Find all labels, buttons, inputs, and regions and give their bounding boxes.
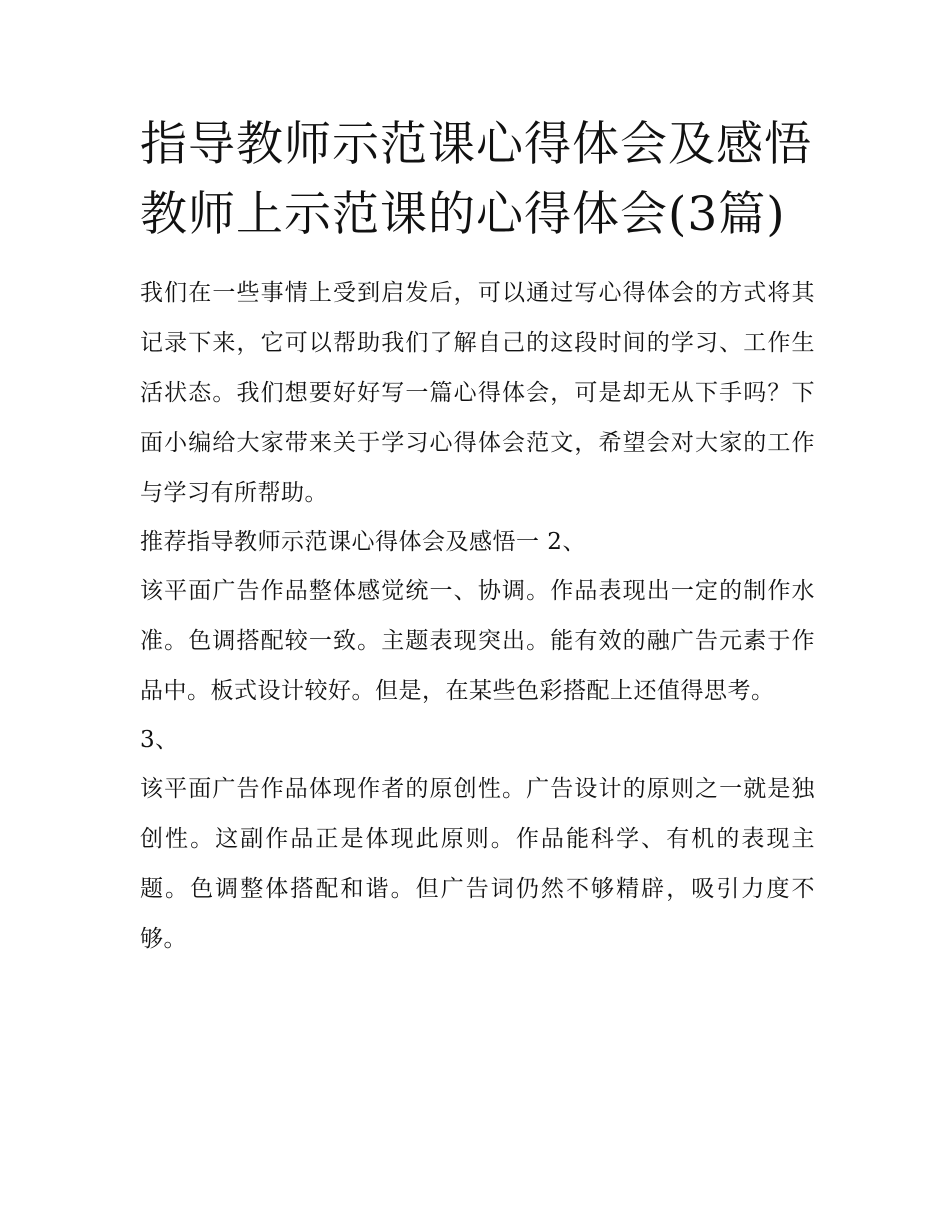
review-paragraph-3: 该平面广告作品体现作者的原创性。广告设计的原则之一就是独创性。这副作品正是体现此原则。作品能科学、有机的表现主题。色调整体搭配和谐。但广告词仍然不够精辟，吸引力度不够。 <box>140 776 815 952</box>
section-number-3: 3、 <box>140 727 179 753</box>
document-title: 指导教师示范课心得体会及感悟 教师上示范课的心得体会(3篇) <box>140 117 812 242</box>
intro-paragraph: 我们在一些事情上受到启发后，可以通过写心得体会的方式将其记录下来，它可以帮助我们了解自己的这段时间的学习、工作生活状态。我们想要好好写一篇心得体会，可是却无从下手吗？下面小编给大家带来关于学习心得体会范文，希望会对大家的工作与学习有所帮助。 <box>140 280 815 506</box>
section-heading-recommend: 推荐指导教师示范课心得体会及感悟一 2、 <box>140 529 586 555</box>
review-paragraph-2: 该平面广告作品整体感觉统一、协调。作品表现出一定的制作水准。色调搭配较一致。主题表现突出。能有效的融广告元素于作品中。板式设计较好。但是，在某些色彩搭配上还值得思考。 <box>140 578 815 704</box>
document-page <box>140 110 815 964</box>
